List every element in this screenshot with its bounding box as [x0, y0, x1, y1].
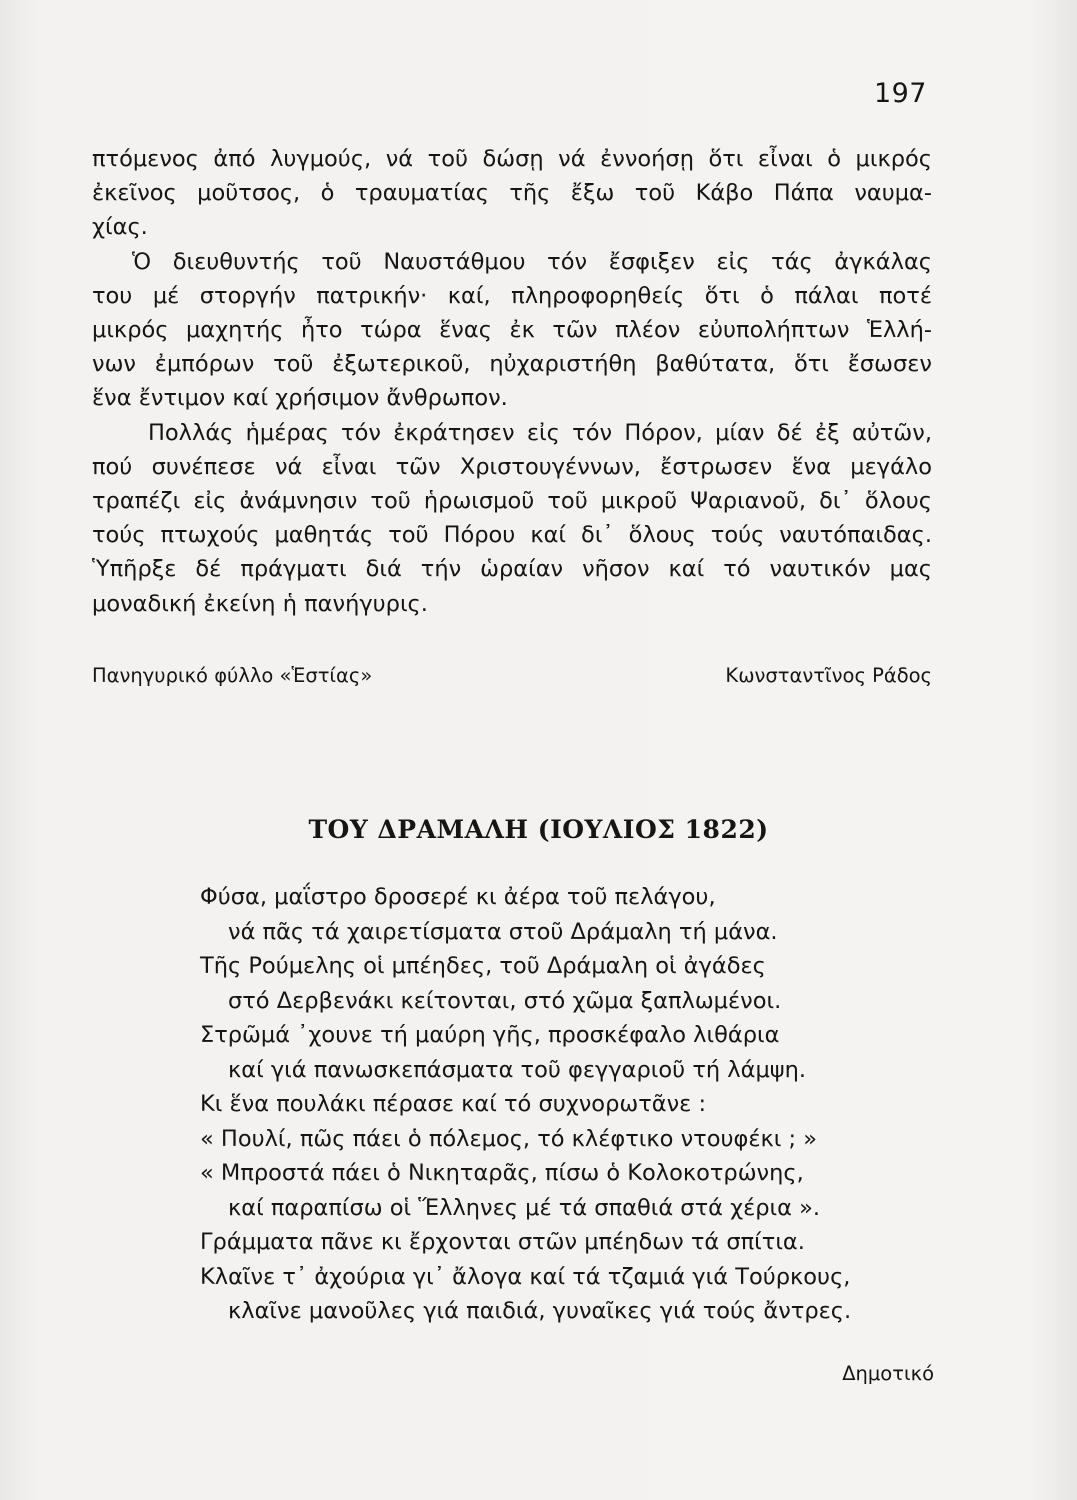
poem-title: ΤΟΥ ΔΡΑΜΑΛΗ (ΙΟΥΛΙΟΣ 1822) [308, 815, 769, 844]
poem-verse: « Πουλί, πῶς πάει ὁ πόλεμος, τό κλέφτικο ντουφέκι ; » [200, 1125, 818, 1152]
text-line: τούς πτωχούς μαθητάς τοῦ Πόρου καί δι᾿ ὅλους τούς ναυτόπαιδας. [92, 522, 932, 549]
text-line: του μέ στοργήν πατρικήν· καί, πληροφορηθείς ὅτι ὁ πάλαι ποτέ [92, 282, 932, 309]
poem-verse: Στρῶμά ᾽χουνε τή μαύρη γῆς, προσκέφαλο λιθάρια [200, 1022, 780, 1048]
paragraph [92, 142, 932, 245]
poem-verse: στό Δερβενάκι κείτονται, στό χῶμα ξαπλωμένοι. [228, 987, 782, 1014]
paragraph [92, 245, 932, 416]
poem-verse: « Μπροστά πάει ὁ Νικηταρᾶς, πίσω ὁ Κολοκοτρώνης, [200, 1160, 804, 1186]
page-number: 197 [873, 78, 927, 109]
poem-verse: νά πᾶς τά χαιρετίσματα στοῦ Δράμαλη τή μάνα. [228, 918, 778, 945]
text-line: τραπέζι εἰς ἀνάμνησιν τοῦ ἡρωισμοῦ τοῦ μικροῦ Ψαριανοῦ, δι᾿ ὅλους [92, 488, 932, 515]
text-line: Ὑπῆρξε δέ πράγματι διά τήν ὡραίαν νῆσον καί τό ναυτικόν μας [92, 556, 932, 583]
text-line: μικρός μαχητής ἦτο τώρα ἕνας ἐκ τῶν πλέον εὐυπολήπτων Ἑλλή- [92, 317, 932, 344]
text-line: ἐκεῖνος μοῦτσος, ὁ τραυματίας τῆς ἔξω τοῦ Κάβο Πάπα ναυμα- [92, 180, 932, 207]
prose-section [92, 142, 932, 621]
poem-verse: Τῆς Ρούμελης οἱ μπέηδες, τοῦ Δράμαλη οἱ ἀγάδες [200, 953, 766, 979]
text-line: πτόμενος ἀπό λυγμούς, νά τοῦ δώσῃ νά ἐννοήσῃ ὅτι εἶναι ὁ μικρός [92, 146, 932, 172]
poem-verse: Φύσα, μαΐστρο δροσερέ κι ἀέρα τοῦ πελάγου, [200, 884, 716, 910]
text-line: νων ἐμπόρων τοῦ ἐξωτερικοῦ, ηὐχαριστήθη βαθύτατα, ὅτι ἔσωσεν [92, 351, 932, 378]
paragraph [92, 416, 932, 621]
poem-verse: Κι ἕνα πουλάκι πέρασε καί τό συχνορωτᾶνε : [200, 1091, 707, 1117]
attribution [92, 664, 932, 687]
text-line: ἕνα ἔντιμον καί χρήσιμον ἄνθρωπον. [92, 385, 508, 412]
text-line: πού συνέπεσε νά εἶναι τῶν Χριστουγέννων, ἔστρωσεν ἕνα μεγάλο [92, 453, 932, 480]
poem-verse: Γράμματα πᾶνε κι ἔρχονται στῶν μπέηδων τά σπίτια. [200, 1229, 805, 1255]
poem-verse: καί γιά πανωσκεπάσματα τοῦ φεγγαριοῦ τή λάμψη. [228, 1056, 807, 1083]
text-line: Ὁ διευθυντής τοῦ Ναυστάθμου τόν ἔσφιξεν εἰς τάς ἀγκάλας [132, 248, 932, 275]
text-line: μοναδική ἐκείνη ἡ πανήγυρις. [92, 590, 428, 617]
poem-verse: κλαῖνε μανοῦλες γιά παιδιά, γυναῖκες γιά τούς ἄντρες. [228, 1298, 852, 1324]
text-line: Πολλάς ἡμέρας τόν ἐκράτησεν εἰς τόν Πόρον, μίαν δέ ἐξ αὐτῶν, [148, 419, 932, 446]
author-name: Κωνσταντῖνος Ράδος [725, 664, 932, 687]
poem-verse: καί παραπίσω οἱ Ἕλληνες μέ τά σπαθιά στά χέρια ». [228, 1194, 821, 1221]
poem-signature: Δημοτικό [842, 1362, 934, 1385]
poem-verse: Κλαῖνε τ᾿ ἀχούρια γι᾿ ἄλογα καί τά τζαμιά γιά Τούρκους, [200, 1263, 851, 1290]
source-citation: Πανηγυρικό φύλλο «Ἑστίας» [92, 664, 373, 687]
poem [200, 880, 900, 1329]
text-line: χίας. [92, 214, 148, 241]
